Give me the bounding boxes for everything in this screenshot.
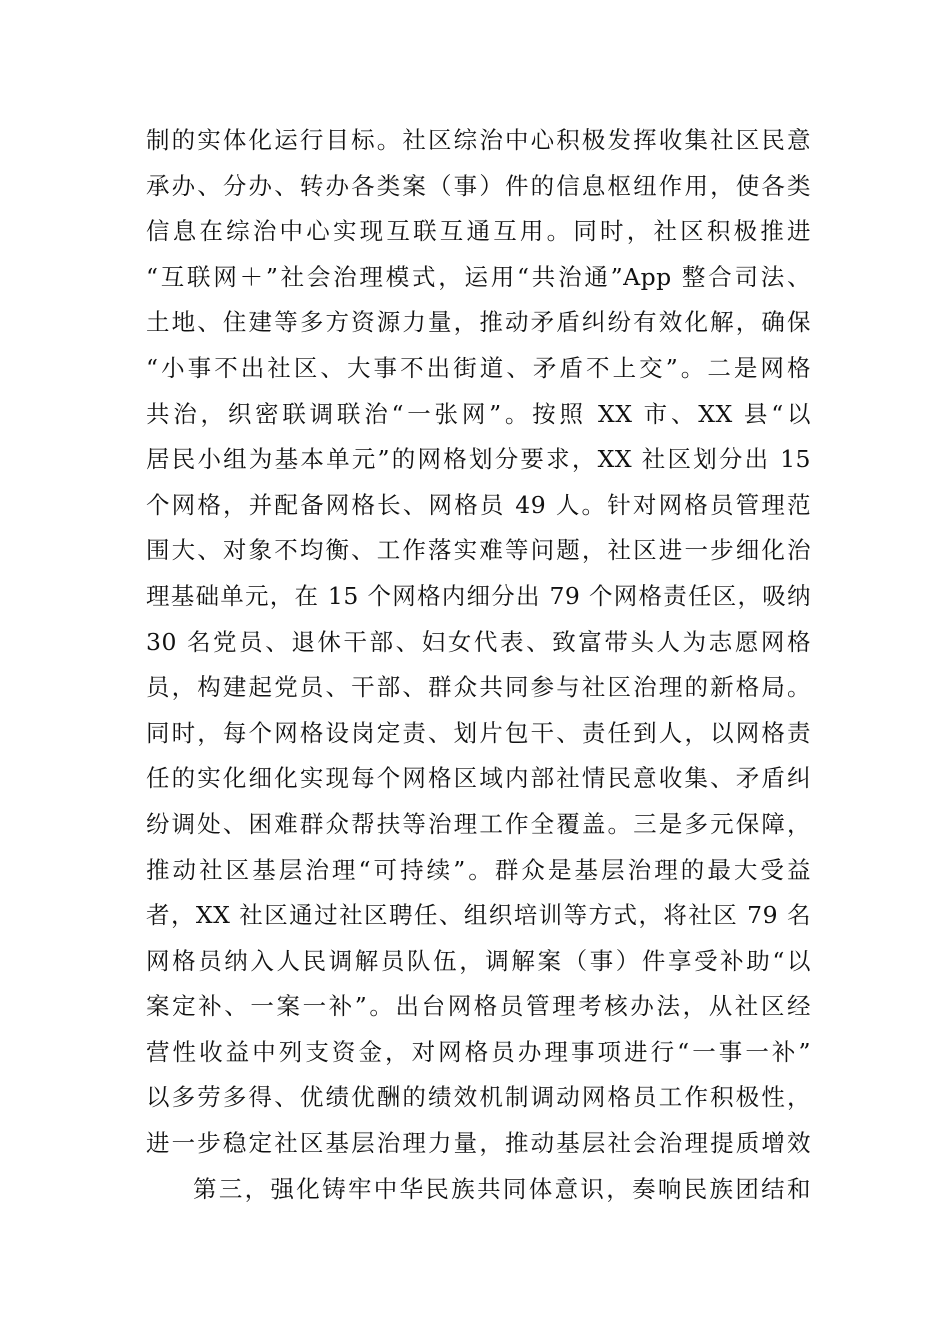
text-line-10: 围大、对象不均衡、工作落实难等问题，社区进一步细化治 <box>146 536 811 565</box>
text-line-7: 共治，织密联调联治“一张网”。按照 XX 市、XX 县“以 <box>146 399 811 428</box>
text-line-21: 营性收益中列支资金，对网格员办理事项进行“一事一补” <box>146 1037 811 1066</box>
text-line-22: 以多劳多得、优绩优酬的绩效机制调动网格员工作积极性， <box>146 1083 811 1112</box>
text-line-3: 信息在综治中心实现互联互通互用。同时，社区积极推进 <box>146 217 811 246</box>
text-line-8: 居民小组为基本单元”的网格划分要求，XX 社区划分出 15 <box>146 445 811 474</box>
text-line-16: 纷调处、困难群众帮扶等治理工作全覆盖。三是多元保障， <box>146 809 811 838</box>
text-line-17: 推动社区基层治理“可持续”。群众是基层治理的最大受益 <box>146 855 811 884</box>
text-line-11: 理基础单元，在 15 个网格内细分出 79 个网格责任区，吸纳 <box>146 581 811 610</box>
text-line-20: 案定补、一案一补”。出台网格员管理考核办法，从社区经 <box>146 992 811 1021</box>
text-line-6: “小事不出社区、大事不出街道、矛盾不上交”。二是网格 <box>146 353 811 382</box>
text-line-1: 制的实体化运行目标。社区综治中心积极发挥收集社区民意 <box>146 126 811 154</box>
body-text <box>146 118 811 1212</box>
text-line-14: 同时，每个网格设岗定责、划片包干、责任到人，以网格责 <box>146 718 811 747</box>
text-line-18: 者，XX 社区通过社区聘任、组织培训等方式，将社区 79 名 <box>146 901 811 930</box>
text-line-13: 员，构建起党员、干部、群众共同参与社区治理的新格局。 <box>146 673 811 702</box>
text-line-2: 承办、分办、转办各类案（事）件的信息枢纽作用，使各类 <box>146 171 811 200</box>
text-line-9: 个网格，并配备网格长、网格员 49 人。针对网格员管理范 <box>146 490 811 519</box>
paragraph-heading-line: 第三，强化铸牢中华民族共同体意识，奏响民族团结和 <box>193 1174 811 1203</box>
text-line-4: “互联网＋”社会治理模式，运用“共治通”App 整合司法、 <box>146 262 811 291</box>
text-line-23: 进一步稳定社区基层治理力量，推动基层社会治理提质增效 <box>146 1129 811 1158</box>
text-line-12: 30 名党员、退休干部、妇女代表、致富带头人为志愿网格 <box>146 627 811 656</box>
text-line-15: 任的实化细化实现每个网格区域内部社情民意收集、矛盾纠 <box>146 764 811 793</box>
text-line-5: 土地、住建等多方资源力量，推动矛盾纠纷有效化解，确保 <box>146 308 811 337</box>
text-line-19: 网格员纳入人民调解员队伍，调解案（事）件享受补助“以 <box>146 946 811 975</box>
